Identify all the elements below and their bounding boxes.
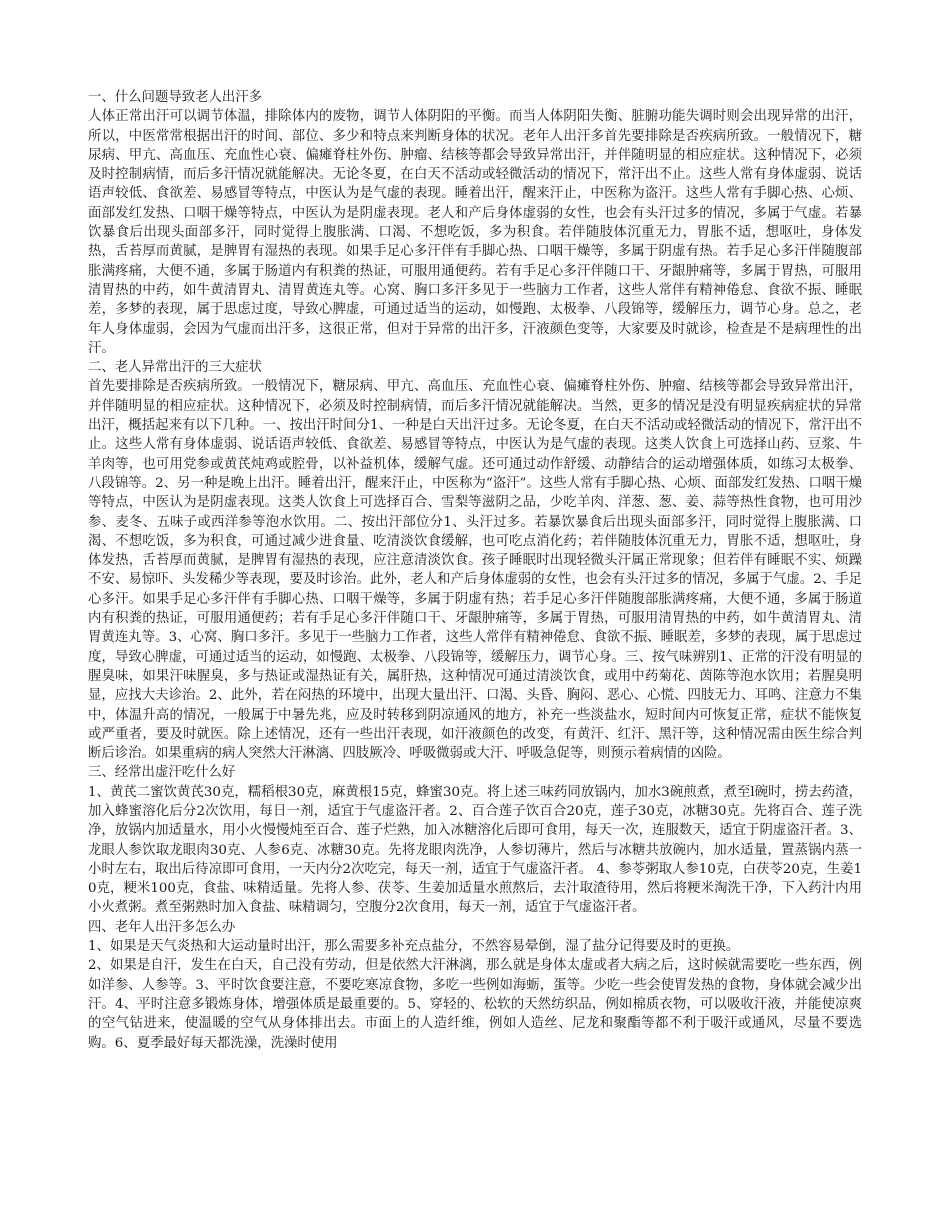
section-3 xyxy=(88,763,862,917)
section-3-heading: 三、经常出虚汗吃什么好 xyxy=(88,765,236,781)
section-2-paragraph: 首先要排除是否疾病所致。一般情况下，糖尿病、甲亢、高血压、充血性心衰、偏瘫脊柱外伤、肿瘤、结核等都会导致异常出汗，并伴随明显的相应症状。这种情况下，必须及时控制病情，而后多汗情况就能解决。当然，更多的情况是没有明显疾病症状的异常出汗，概括起来有以下几种。一、按出汗时间分1、一种是白天出汗过多。无论冬夏，在白天不活动或轻微活动的情况下，常汗出不止。这些人常有身体虚弱、说话语声较低、食欲差、易感冒等特点，中医认为是气虚的表现。这类人饮食上可选择山药、豆浆、牛羊肉等，也可用党参或黄芪炖鸡或腔骨，以补益机体，缓解气虚。还可通过动作舒缓、动静结合的运动增强体质，如练习太极拳、八段锦等。2、另一种是晚上出汗。睡着出汗，醒来汗止，中医称为“盗汗”。这些人常有手脚心热、心烦、面部发红发热、口咽干燥等特点，中医认为是阴虚表现。这类人饮食上可选择百合、雪梨等滋阴之品，少吃羊肉、洋葱、葱、姜、蒜等热性食物，也可用沙参、麦冬、五味子或西洋参等泡水饮用。二、按出汗部位分1、头汗过多。若暴饮暴食后出现头面部多汗，同时觉得上腹胀满、口渴、不想吃饭，多为积食，可通过减少进食量、吃清淡饮食缓解，也可吃点消化药；若伴随肢体沉重无力，胃胀不适，想呕吐，身体发热，舌苔厚而黄腻，是脾胃有湿热的表现，应注意清淡饮食。孩子睡眠时出现轻微头汗属正常现象；但若伴有睡眠不实、烦躁不安、易惊吓、头发稀少等表现，要及时诊治。此外，老人和产后身体虚弱的女性，也会有头汗过多的情况，多属于气虚。2、手足心多汗。如果手足心多汗伴有手脚心热、口咽干燥等，多属于阴虚有热；若手足心多汗伴随腹部胀满疼痛，大便不通，多属于肠道内有积粪的热证，可服用通便药；若有手足心多汗伴随口干、牙龈肿痛等，多属于胃热，可服用清胃热的中药，如牛黄清胃丸、清胃黄连丸等。3、心窝、胸口多汗。多见于一些脑力工作者，这些人常伴有精神倦怠、食欲不振、睡眠差，多梦的表现，属于思虑过度，导致心脾虚，可通过适当的运动，如慢跑、太极拳、八段锦等，缓解压力，调节心身。三、按气味辨别1、正常的汗没有明显的腥臭味，如果汗味腥臭，多与热证或湿热证有关，属肝热，这种情况可通过清淡饮食，或用中药菊花、茵陈等泡水饮用；若腥臭明显，应找大夫诊治。2、此外，若在闷热的环境中，出现大量出汗、口渴、头昏、胸闷、恶心、心慌、四肢无力、耳鸣、注意力不集中，体温升高的情况，一般属于中暑先兆，应及时转移到阴凉通风的地方，补充一些淡盐水，短时间内可恢复正常，症状不能恢复或严重者，要及时就医。除上述情况，还有一些出汗表现，如汗液颜色的改变，有黄汗、红汗、黑汗等，这种情况需由医生综合判断后诊治。如果重病的病人突然大汗淋漓、四肢厥冷、呼吸微弱或大汗、呼吸急促等，则预示着病情的凶险。 xyxy=(88,379,862,762)
section-3-paragraph: 1、黄芪二蜜饮黄芪30克，糯稻根30克，麻黄根15克，蜂蜜30克。将上述三味药同放锅内，加水3碗煎煮，煮至l碗时，捞去药渣，加入蜂蜜溶化后分2次饮用，每日一剂，适宜于气虚盗汗者。2、百合莲子饮百合20克，莲子30克，冰糖30克。先将百合、莲子洗净，放锅内加适量水，用小火慢慢炖至百合、莲子烂熟，加入冰糖溶化后即可食用，每天一次，连服数天，适宜于阴虚盗汗者。3、龙眼人参饮取龙眼肉30克、人参6克、冰糖30克。先将龙眼肉洗净，人参切薄片，然后与冰糖共放碗内，加水适量，置蒸锅内蒸一小时左右，取出后待凉即可食用，一天内分2次吃完，每天一剂，适宜于气虚盗汗者。 4、参苓粥取人参10克，白茯苓20克，生姜10克，粳米100克，食盐、味精适量。先将人参、茯苓、生姜加适量水煎熬后，去汁取渣待用，然后将粳米淘洗干净，下入药汁内用小火煮粥。煮至粥熟时加入食盐、味精调匀，空腹分2次食用，每天一剂，适宜于气虚盗汗者。 xyxy=(88,784,862,916)
section-1-paragraph: 人体正常出汗可以调节体温，排除体内的废物，调节人体阴阳的平衡。而当人体阴阳失衡、脏腑功能失调时则会出现异常的出汗，所以，中医常常根据出汗的时间、部位、多少和特点来判断身体的状况。老年人出汗多首先要排除是否疾病所致。一般情况下，糖尿病、甲亢、高血压、充血性心衰、偏瘫脊柱外伤、肿瘤、结核等都会导致异常出汗，并伴随明显的相应症状。这种情况下，必须及时控制病情，而后多汗情况就能解决。无论冬夏，在白天不活动或轻微活动的情况下，常汗出不止。这些人常有身体虚弱、说话语声较低、食欲差、易感冒等特点，中医认为是气虚的表现。睡着出汗，醒来汗止，中医称为盗汗。这些人常有手脚心热、心烦、面部发红发热、口咽干燥等特点，中医认为是阴虚表现。老人和产后身体虚弱的女性，也会有头汗过多的情况，多属于气虚。若暴饮暴食后出现头面部多汗，同时觉得上腹胀满、口渴、不想吃饭，多为积食。若伴随肢体沉重无力，胃胀不适，想呕吐，身体发热，舌苔厚而黄腻，是脾胃有湿热的表现。如果手足心多汗伴有手脚心热、口咽干燥等，多属于阴虚有热。若手足心多汗伴随腹部胀满疼痛，大便不通，多属于肠道内有积粪的热证，可服用通便药。若有手足心多汗伴随口干、牙龈肿痛等，多属于胃热，可服用清胃热的中药，如牛黄清胃丸、清胃黄连丸等。心窝、胸口多汗多见于一些脑力工作者，这些人常伴有精神倦怠、食欲不振、睡眠差，多梦的表现，属于思虑过度，导致心脾虚，可通过适当的运动，如慢跑、太极拳、八段锦等，缓解压力，调节心身。总之，老年人身体虚弱，会因为气虚而出汗多，这很正常，但对于异常的出汗多，汗液颜色变等，大家要及时就诊，检查是不是病理性的出汗。 xyxy=(88,109,862,356)
section-4-heading: 四、老年人出汗多怎么办 xyxy=(88,919,236,935)
section-4-paragraph-2: 2、如果是自汗，发生在白天，自己没有劳动，但是依然大汗淋漓，那么就是身体太虚或者大病之后，这时候就需要吃一些东西，例如洋参、人参等。3、平时饮食要注意，不要吃寒凉食物，多吃一些例如海蛎，蛋等。少吃一些会使胃发热的食物，身体就会减少出汗。4、平时注意多锻炼身体，增强体质是最重要的。5、穿轻的、松软的天然纺织品，例如棉质衣物，可以吸收汗液，并能使凉爽的空气钻进来，使温暖的空气从身体排出去。市面上的人造纤维，例如人造丝、尼龙和聚酯等都不利于吸汗或通风，尽量不要选购。6、夏季最好每天都洗澡，洗澡时使用 xyxy=(88,958,862,1051)
section-2 xyxy=(88,358,862,763)
section-1-heading: 一、什么问题导致老人出汗多 xyxy=(88,90,263,105)
section-4-paragraph-1: 1、如果是天气炎热和大运动量时出汗，那么需要多补充点盐分，不然容易晕倒，湿了盐分记得要及时的更换。 xyxy=(88,939,740,955)
document-page xyxy=(88,88,862,1053)
section-2-heading: 二、老人异常出汗的三大症状 xyxy=(88,360,263,376)
section-4 xyxy=(88,918,862,1053)
section-1 xyxy=(88,88,862,358)
